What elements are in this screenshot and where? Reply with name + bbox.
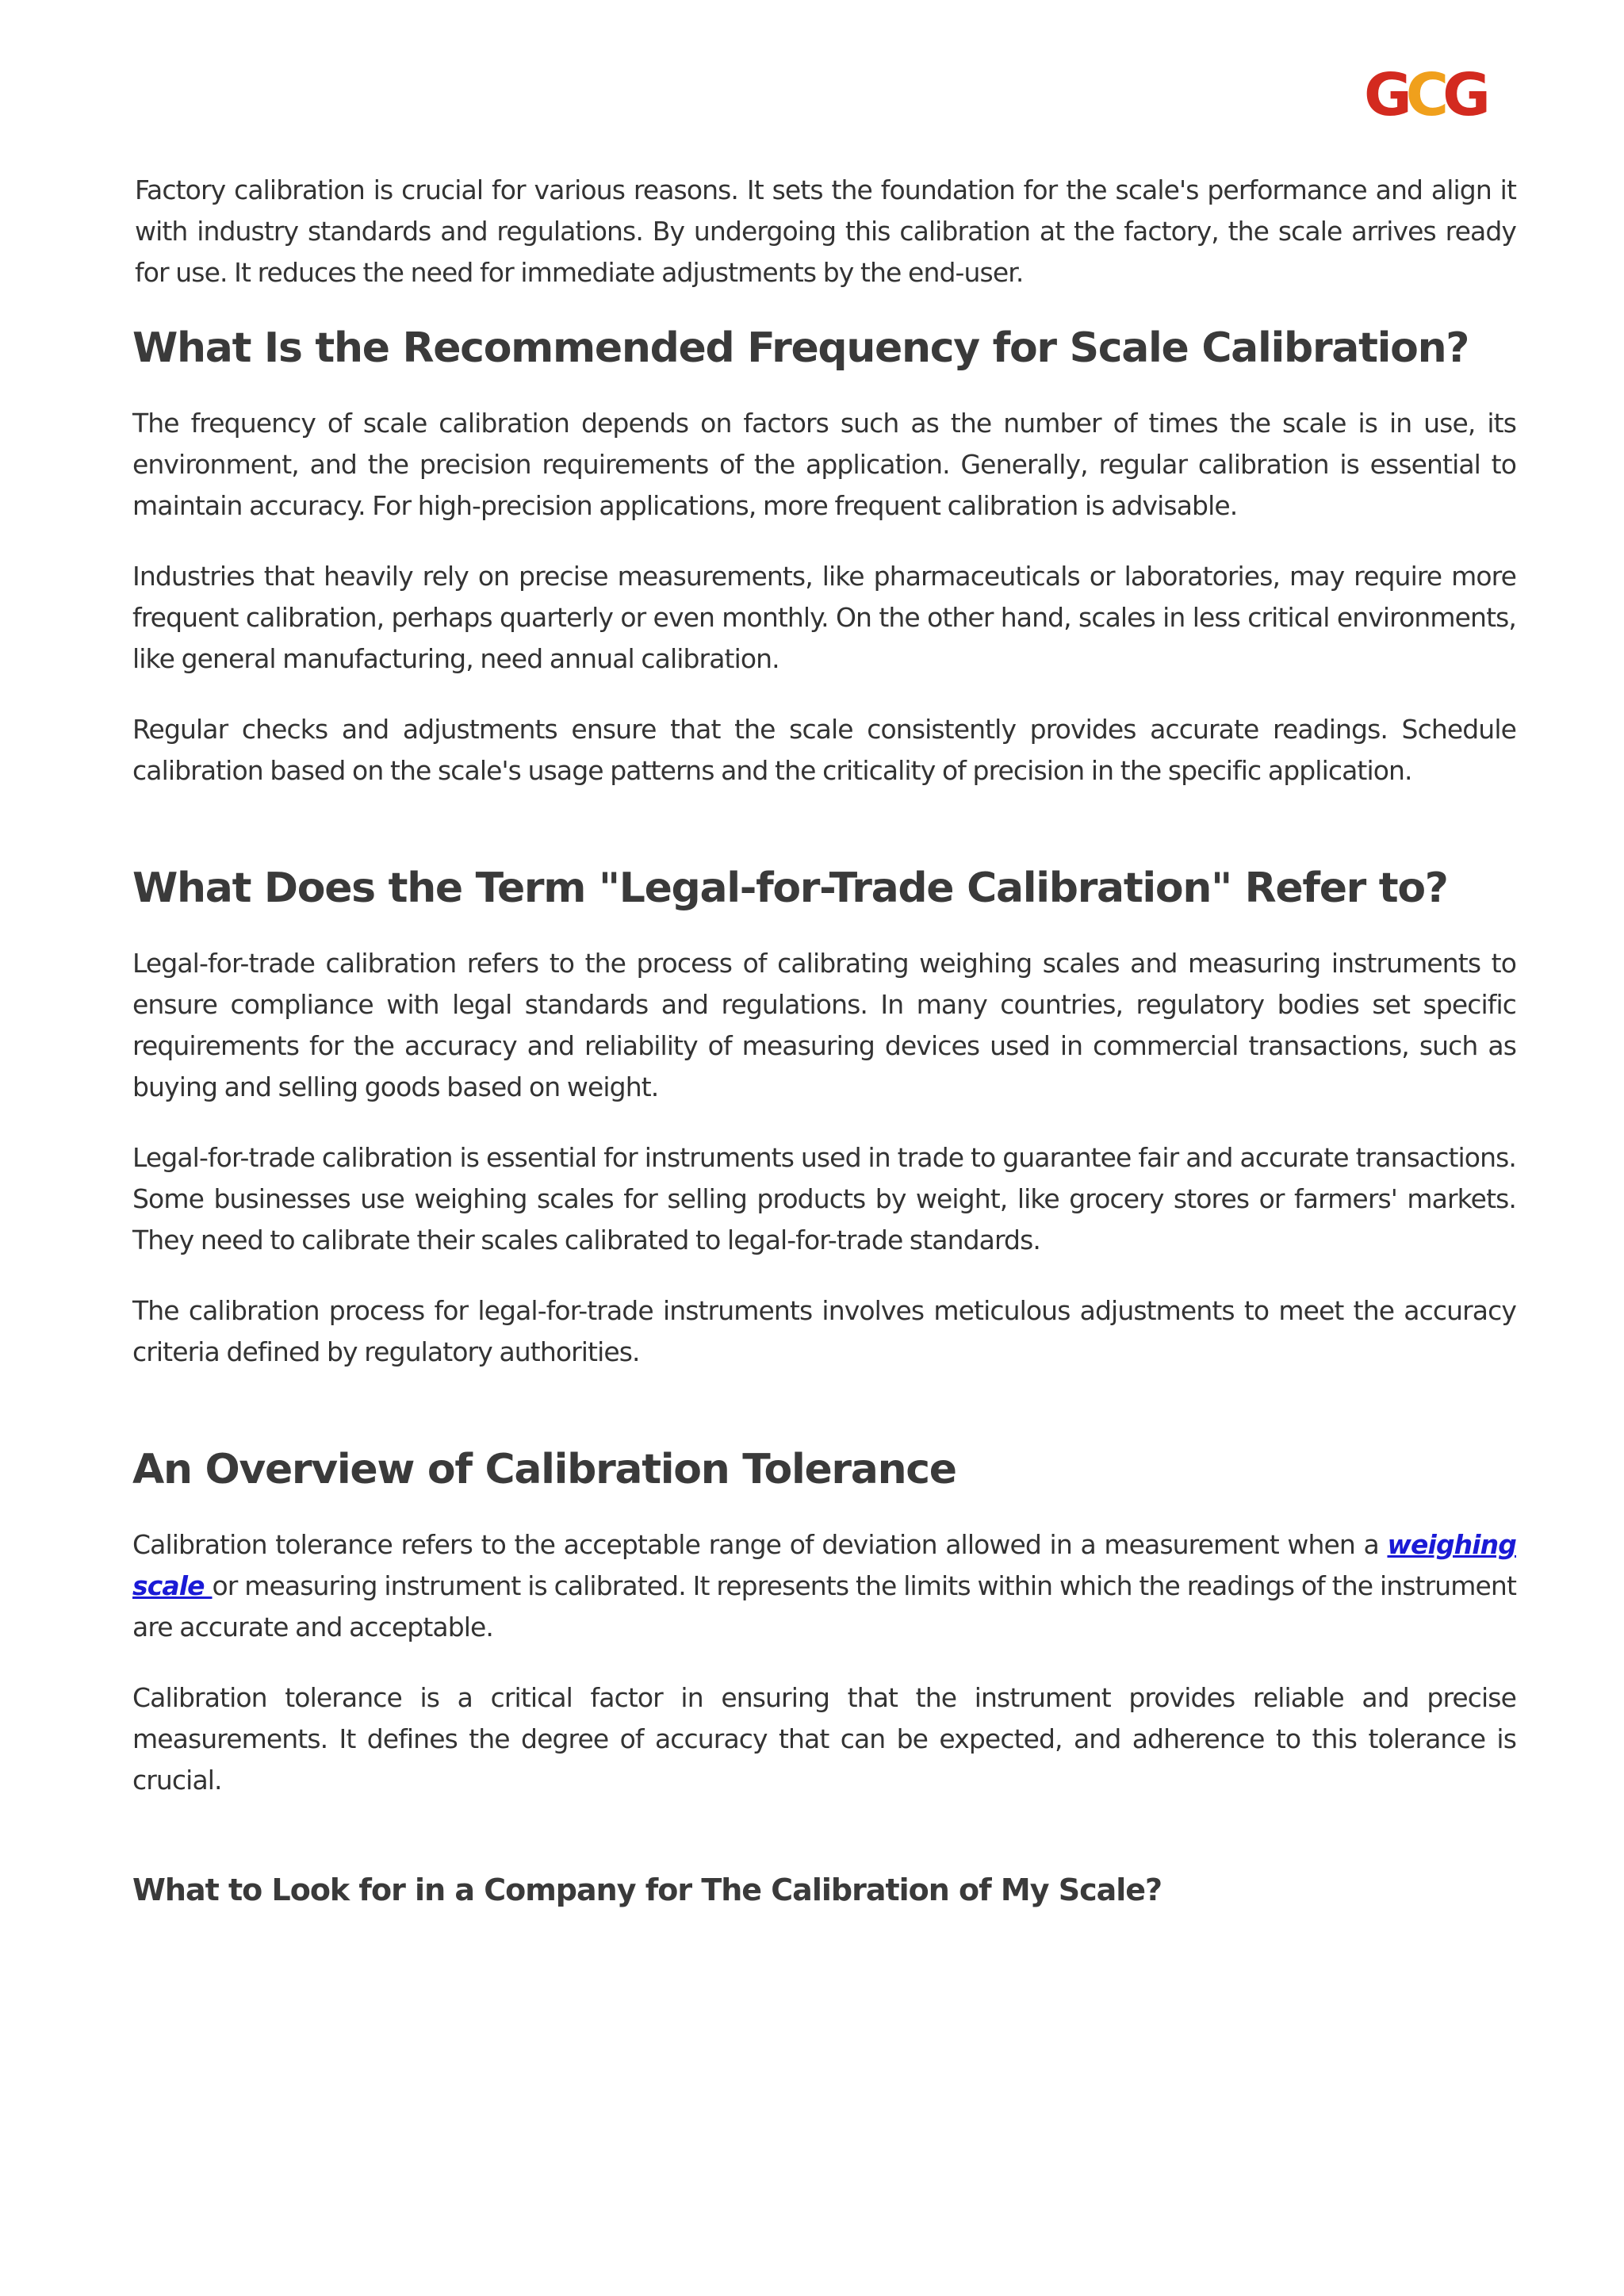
document-body — [132, 170, 1516, 1911]
logo-letter-g2: G — [1442, 61, 1486, 129]
heading-legal-for-trade: What Does the Term "Legal-for-Trade Calibration" Refer to? — [132, 864, 1448, 912]
weighing-scale-link[interactable]: weighing scale — [132, 1529, 1516, 1601]
tolerance-paragraph-2: Calibration tolerance is a critical factor in ensuring that the instrument provides reliable and precise measurements. It defines the degree of accuracy that can be expected, and adherence to this tolerance is crucial. — [132, 1682, 1516, 1796]
logo-letter-g1: G — [1364, 61, 1408, 129]
tolerance-paragraph-1 — [132, 1524, 1516, 1648]
frequency-paragraph-2: Industries that heavily rely on precise measurements, like pharmaceuticals or laboratories, may require more frequent calibration, perhaps quarterly or even monthly. On the other hand, scales in less critical environments, like general manufacturing, need annual calibration. — [132, 561, 1516, 674]
legal-paragraph-2: Legal-for-trade calibration is essential for instruments used in trade to guarantee fair and accurate transactions. Some businesses use weighing scales for selling products by weight, like grocery stores or farmers' markets. They need to calibrate their scales calibrated to legal-for-trade standards. — [132, 1142, 1516, 1255]
heading-recommended-frequency: What Is the Recommended Frequency for Scale Calibration? — [132, 324, 1469, 372]
frequency-paragraph-1: The frequency of scale calibration depends on factors such as the number of times the scale is in use, its environment, and the precision requirements of the application. Generally, regular calibration is essential to maintain accuracy. For high-precision applications, more frequent calibration is advisable. — [132, 408, 1516, 521]
logo-letter-c: C — [1405, 61, 1445, 129]
tolerance-text-after-link: or measuring instrument is calibrated. It represents the limits within which the readings of the instrument are accurate and acceptable. — [132, 1570, 1516, 1642]
gcg-logo — [1364, 57, 1486, 133]
heading-calibration-tolerance: An Overview of Calibration Tolerance — [132, 1446, 956, 1493]
heading-what-to-look-for: What to Look for in a Company for The Calibration of My Scale? — [132, 1872, 1162, 1907]
tolerance-text-before-link: Calibration tolerance refers to the acceptable range of deviation allowed in a measurement when a — [132, 1529, 1388, 1560]
legal-paragraph-1: Legal-for-trade calibration refers to the process of calibrating weighing scales and measuring instruments to ensure compliance with legal standards and regulations. In many countries, regulatory bodies set specific requirements for the accuracy and reliability of measuring devices used in commercial transactions, such as buying and selling goods based on weight. — [132, 948, 1516, 1102]
legal-paragraph-3: The calibration process for legal-for-trade instruments involves meticulous adjustments to meet the accuracy criteria defined by regulatory authorities. — [132, 1295, 1516, 1367]
frequency-paragraph-3: Regular checks and adjustments ensure that the scale consistently provides accurate readings. Schedule calibration based on the scale's usage patterns and the criticality of precision in the specific application. — [132, 714, 1516, 786]
intro-paragraph: Factory calibration is crucial for various reasons. It sets the foundation for the scale's performance and align it with industry standards and regulations. By undergoing this calibration at the factory, the scale arrives ready for use. It reduces the need for immediate adjustments by the end-user. — [135, 174, 1516, 288]
